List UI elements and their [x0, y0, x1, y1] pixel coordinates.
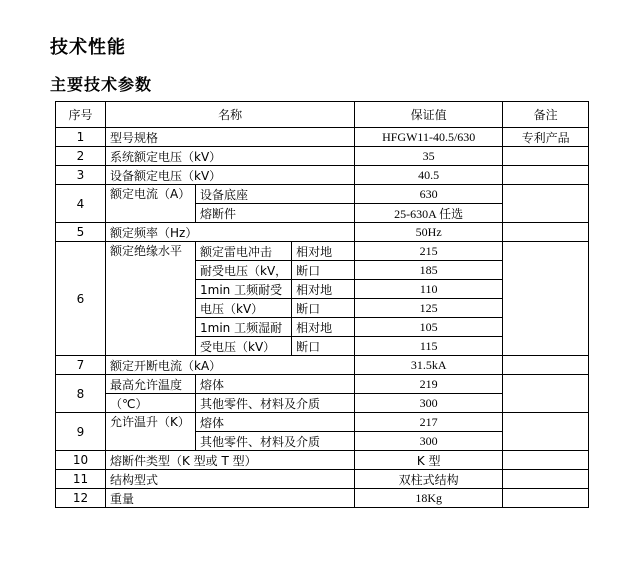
- row-subname: 额定雷电冲击: [196, 242, 292, 261]
- row-no: 9: [56, 413, 106, 451]
- row-value: 215: [355, 242, 503, 261]
- row-note: [503, 489, 589, 508]
- row-note: [503, 166, 589, 185]
- row-note: [503, 451, 589, 470]
- row-no: 4: [56, 185, 106, 223]
- table-row: [56, 147, 589, 166]
- table-row: [56, 128, 589, 147]
- row-name: 额定频率（Hz）: [106, 223, 355, 242]
- row-name: 额定开断电流（kA）: [106, 356, 355, 375]
- table-row: [56, 470, 589, 489]
- row-name: 设备额定电压（kV）: [106, 166, 355, 185]
- row-value: 双柱式结构: [355, 470, 503, 489]
- row-no: 11: [56, 470, 106, 489]
- row-subname: 其他零件、材料及介质: [196, 432, 355, 451]
- row-subname: 1min 工频耐受: [196, 280, 292, 299]
- section-title: 主要技术参数: [50, 75, 153, 94]
- row-condition: 断口: [292, 261, 355, 280]
- table-row: [56, 413, 589, 432]
- row-no: 3: [56, 166, 106, 185]
- table-row: [56, 489, 589, 508]
- row-note: [503, 185, 589, 223]
- row-condition: 相对地: [292, 242, 355, 261]
- row-subname: 1min 工频湿耐: [196, 318, 292, 337]
- row-value: 40.5: [355, 166, 503, 185]
- row-note: [503, 470, 589, 489]
- row-value: 110: [355, 280, 503, 299]
- header-note: 备注: [503, 102, 589, 128]
- row-value: 630: [355, 185, 503, 204]
- header-name: 名称: [106, 102, 355, 128]
- row-note: [503, 375, 589, 413]
- row-value: 105: [355, 318, 503, 337]
- row-name: 结构型式: [106, 470, 355, 489]
- row-value: 18Kg: [355, 489, 503, 508]
- row-subname: 熔体: [196, 413, 355, 432]
- row-no: 2: [56, 147, 106, 166]
- row-value: HFGW11-40.5/630: [355, 128, 503, 147]
- row-name: 熔断件类型（K 型或 T 型）: [106, 451, 355, 470]
- row-value: 35: [355, 147, 503, 166]
- row-value: 217: [355, 413, 503, 432]
- row-note: [503, 147, 589, 166]
- row-value: 219: [355, 375, 503, 394]
- row-subname: 熔体: [196, 375, 355, 394]
- row-condition: 断口: [292, 337, 355, 356]
- row-condition: 相对地: [292, 318, 355, 337]
- table-row: [56, 356, 589, 375]
- table-row: [56, 375, 589, 394]
- row-subname: 受电压（kV）: [196, 337, 292, 356]
- row-name: 重量: [106, 489, 355, 508]
- row-subname: 设备底座: [196, 185, 355, 204]
- table-header-row: [56, 102, 589, 128]
- row-value: K 型: [355, 451, 503, 470]
- row-name-unit: （℃）: [106, 394, 196, 413]
- row-no: 7: [56, 356, 106, 375]
- row-subname: 电压（kV）: [196, 299, 292, 318]
- row-value: 50Hz: [355, 223, 503, 242]
- row-note: [503, 413, 589, 451]
- row-value: 300: [355, 394, 503, 413]
- row-note: [503, 356, 589, 375]
- row-value: 31.5kA: [355, 356, 503, 375]
- page-title: 技术性能: [50, 37, 126, 58]
- row-value: 115: [355, 337, 503, 356]
- row-subname: 熔断件: [196, 204, 355, 223]
- row-note: 专利产品: [503, 128, 589, 147]
- header-value: 保证值: [355, 102, 503, 128]
- header-no: 序号: [56, 102, 106, 128]
- row-note: [503, 242, 589, 356]
- row-name: 额定电流（A）: [106, 185, 196, 223]
- table-row: [56, 166, 589, 185]
- spec-table: [55, 101, 589, 508]
- row-no: 5: [56, 223, 106, 242]
- table-row: [56, 451, 589, 470]
- table-row: [56, 223, 589, 242]
- table-row: [56, 185, 589, 204]
- row-name: 额定绝缘水平: [106, 242, 196, 356]
- row-condition: 断口: [292, 299, 355, 318]
- row-value: 185: [355, 261, 503, 280]
- row-subname: 耐受电压（kV，: [196, 261, 292, 280]
- row-subname: 其他零件、材料及介质: [196, 394, 355, 413]
- row-name: 系统额定电压（kV）: [106, 147, 355, 166]
- row-no: 1: [56, 128, 106, 147]
- row-no: 12: [56, 489, 106, 508]
- row-no: 8: [56, 375, 106, 413]
- row-name: 最高允许温度: [106, 375, 196, 394]
- table-row: [56, 242, 589, 261]
- row-name: 允许温升（K）: [106, 413, 196, 451]
- row-value: 300: [355, 432, 503, 451]
- row-value: 25-630A 任选: [355, 204, 503, 223]
- row-condition: 相对地: [292, 280, 355, 299]
- row-note: [503, 223, 589, 242]
- row-name: 型号规格: [106, 128, 355, 147]
- row-no: 6: [56, 242, 106, 356]
- row-no: 10: [56, 451, 106, 470]
- row-value: 125: [355, 299, 503, 318]
